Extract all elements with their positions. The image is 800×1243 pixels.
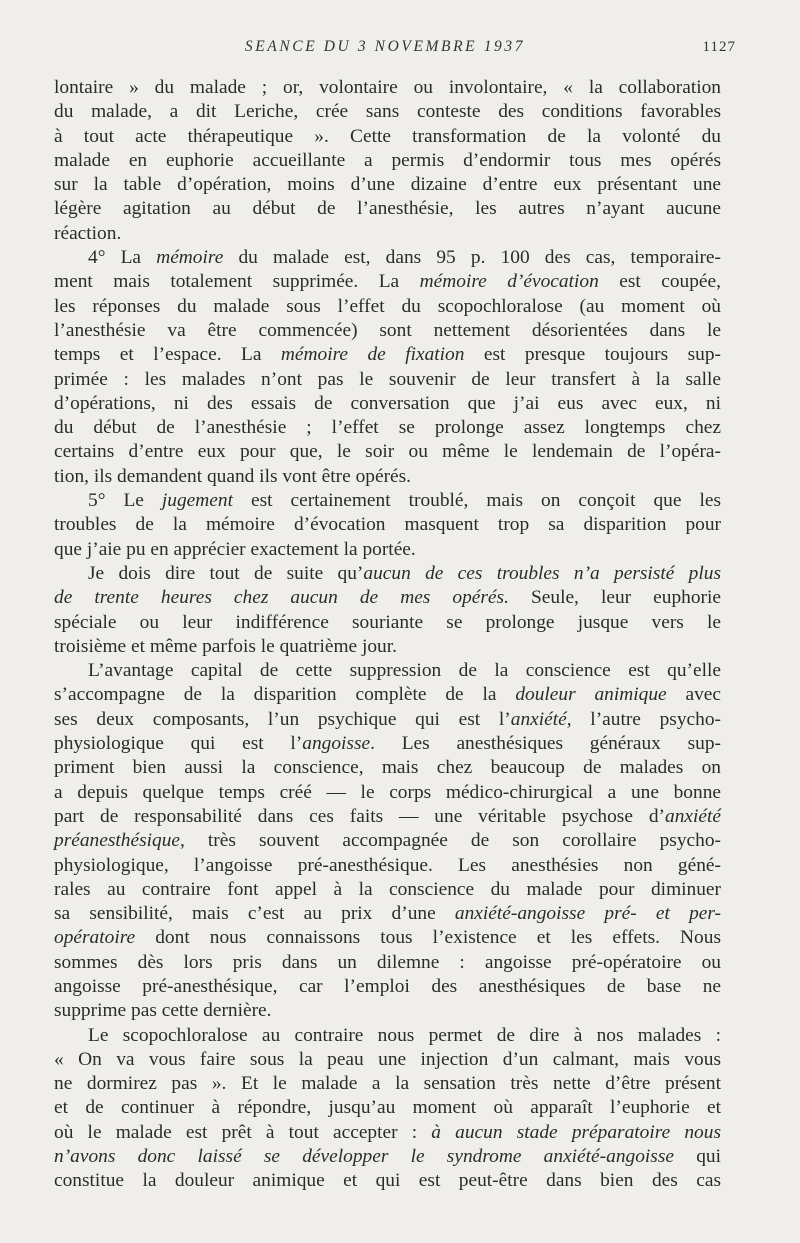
text-run: du début de l’anesthésie ; l’effet se prolonge assez longtemps chez <box>54 417 721 439</box>
text-line <box>54 878 721 902</box>
text-line <box>54 902 721 926</box>
text-line <box>54 270 721 294</box>
text-line <box>54 805 721 829</box>
text-line <box>54 732 721 756</box>
text-line <box>54 951 721 975</box>
text-run: physiologique, l’angoisse pré-anesthésique. Les anesthésies non géné- <box>54 854 721 876</box>
text-line <box>54 635 721 659</box>
paragraph <box>54 246 721 489</box>
italic-text: mémoire d’évocation <box>419 271 599 293</box>
italic-text: de trente heures chez aucun de mes opérés. <box>54 587 509 609</box>
text-run: a depuis quelque temps créé — le corps médico-chirurgical a une bonne <box>54 781 721 803</box>
text-line <box>54 416 721 440</box>
text-line <box>54 1072 721 1096</box>
text-run: où le malade est prêt à tout accepter : <box>54 1121 432 1143</box>
text-line <box>54 1145 721 1169</box>
text-run: spéciale ou leur indifférence souriante se prolonge jusque vers le <box>54 611 721 633</box>
text-run: réaction. <box>54 222 122 244</box>
text-line <box>54 611 721 635</box>
text-line <box>54 76 721 100</box>
text-line <box>54 1096 721 1120</box>
text-run: du malade est, dans 95 p. 100 des cas, temporaire- <box>223 247 721 269</box>
text-line <box>54 222 721 246</box>
text-line <box>54 926 721 950</box>
italic-text: douleur animique <box>515 684 667 706</box>
text-run: 5° Le <box>88 490 162 512</box>
italic-text: opératoire <box>54 927 136 949</box>
paragraph <box>54 76 721 246</box>
text-run: lontaire » du malade ; or, volontaire ou involontaire, « la collaboration <box>54 77 721 98</box>
text-run: constitue la douleur animique et qui est peut-être dans bien des cas <box>54 1170 721 1192</box>
header-title: SEANCE DU 3 NOVEMBRE 1937 <box>244 38 526 55</box>
text-run: à tout acte thérapeutique ». Cette transformation de la volonté du <box>54 125 721 147</box>
text-line <box>54 343 721 367</box>
italic-text: anxiété-angoisse pré- et per- <box>454 903 721 925</box>
italic-text: aucun de ces troubles n’a persisté plus <box>363 562 721 584</box>
text-run: primée : les malades n’ont pas le souvenir de leur transfert à la salle <box>54 368 721 390</box>
text-line <box>54 975 721 999</box>
text-line <box>54 756 721 780</box>
text-run: Je dois dire tout de suite qu’ <box>88 562 364 584</box>
text-run: sommes dès lors pris dans un dilemne : angoisse pré-opératoire ou <box>54 951 721 973</box>
text-run: priment bien aussi la conscience, mais chez beaucoup de malades on <box>54 757 721 779</box>
text-line <box>54 392 721 416</box>
text-run: du malade, a dit Leriche, crée sans conteste des conditions favorables <box>54 101 721 123</box>
text-run: l’anesthésie va être commencée) sont nettement désorientées dans le <box>54 319 721 341</box>
paragraph <box>54 659 721 1023</box>
text-run: supprime pas cette dernière. <box>54 1000 272 1022</box>
italic-text: mémoire de fixation <box>280 344 465 366</box>
italic-text: préanesthésique <box>54 830 181 852</box>
text-run: part de responsabilité dans ces faits — une véritable psychose d’ <box>54 805 665 827</box>
text-run: avec <box>666 684 721 706</box>
text-line <box>54 125 721 149</box>
text-run: 4° La <box>88 247 157 269</box>
page-number: 1127 <box>702 39 736 55</box>
text-run: légère agitation au début de l’anesthésie, les autres n’ayant aucune <box>54 198 721 220</box>
italic-text: jugement <box>161 490 233 512</box>
text-line <box>54 1048 721 1072</box>
text-run: sa sensibilité, mais c’est au prix d’une <box>54 903 455 925</box>
text-line <box>54 829 721 853</box>
text-line <box>54 246 721 270</box>
text-run: s’accompagne de la disparition complète de la <box>54 684 516 706</box>
text-run: ment mais totalement supprimée. La <box>54 271 420 293</box>
text-line <box>54 708 721 732</box>
text-run: sur la table d’opération, moins d’une dizaine d’entre eux présentant une <box>54 174 721 196</box>
text-line <box>54 465 721 489</box>
text-line <box>54 513 721 537</box>
text-line <box>54 999 721 1023</box>
text-run: que j’aie pu en apprécier exactement la portée. <box>54 538 416 560</box>
text-line <box>54 683 721 707</box>
text-line <box>54 586 721 610</box>
text-line <box>54 1024 721 1048</box>
text-run: , l’autre psycho- <box>566 708 721 730</box>
italic-text: anxiété <box>510 708 567 730</box>
paragraph <box>54 562 721 659</box>
text-run: est certainement troublé, mais on conçoit que les <box>232 490 721 512</box>
text-run: est presque toujours sup- <box>464 344 722 366</box>
text-run: qui <box>674 1146 721 1168</box>
text-run: ne dormirez pas ». Et le malade a la sensation très nette d’être présent <box>54 1073 721 1095</box>
text-line <box>54 1121 721 1145</box>
text-line <box>54 440 721 464</box>
text-line <box>54 100 721 124</box>
text-line <box>54 149 721 173</box>
text-line <box>54 562 721 586</box>
text-run: et de continuer à répondre, jusqu’au moment où apparaît l’euphorie et <box>54 1097 721 1119</box>
text-line <box>54 489 721 513</box>
paragraph <box>54 1024 721 1194</box>
text-line <box>54 295 721 319</box>
italic-text: anxiété <box>665 805 721 827</box>
text-run: les réponses du malade sous l’effet du scopochloralose (au moment où <box>54 295 721 317</box>
text-run: « On va vous faire sous la peau une injection d’un calmant, mais vous <box>54 1048 721 1070</box>
text-run: Seule, leur euphorie <box>508 587 721 609</box>
paragraph <box>54 489 721 562</box>
text-line <box>54 659 721 683</box>
text-run: est coupée, <box>598 271 721 293</box>
text-line <box>54 1169 721 1193</box>
text-run: tion, ils demandent quand ils vont être opérés. <box>54 465 412 487</box>
body-text <box>54 76 721 1194</box>
italic-text: angoisse <box>302 733 371 755</box>
text-run: L’avantage capital de cette suppression de la conscience est qu’elle <box>88 660 721 682</box>
text-line <box>54 319 721 343</box>
text-run: dont nous connaissons tous l’existence et les effets. Nous <box>135 927 721 949</box>
text-run: angoisse pré-anesthésique, car l’emploi des anesthésiques de base ne <box>54 975 721 997</box>
text-run: d’opérations, ni des essais de conversation que j’ai eus avec eux, ni <box>54 392 721 414</box>
text-run: troisième et même parfois le quatrième jour. <box>54 635 397 657</box>
text-line <box>54 197 721 221</box>
text-line <box>54 538 721 562</box>
italic-text: mémoire <box>156 247 224 269</box>
text-run: . Les anesthésiques généraux sup- <box>370 733 721 755</box>
text-run: troubles de la mémoire d’évocation masquent trop sa disparition pour <box>54 514 721 536</box>
text-line <box>54 173 721 197</box>
text-run: malade en euphorie accueillante a permis d’endormir tous mes opérés <box>54 149 721 171</box>
text-run: rales au contraire font appel à la conscience du malade pour diminuer <box>54 878 721 900</box>
text-line <box>54 368 721 392</box>
text-run: physiologique qui est l’ <box>54 733 303 755</box>
text-run: ses deux composants, l’un psychique qui est l’ <box>54 708 511 730</box>
text-run: temps et l’espace. La <box>54 344 281 366</box>
text-run: certains d’entre eux pour que, le soir ou même le lendemain de l’opéra- <box>54 441 721 463</box>
italic-text: à aucun stade préparatoire nous <box>431 1121 721 1143</box>
text-line <box>54 781 721 805</box>
italic-text: n’avons donc laissé se développer le syndrome anxiété-angoisse <box>54 1146 674 1168</box>
text-run: , très souvent accompagnée de son corollaire psycho- <box>180 830 721 852</box>
running-header <box>0 38 800 58</box>
text-line <box>54 854 721 878</box>
text-run: Le scopochloralose au contraire nous permet de dire à nos malades : <box>88 1024 721 1046</box>
